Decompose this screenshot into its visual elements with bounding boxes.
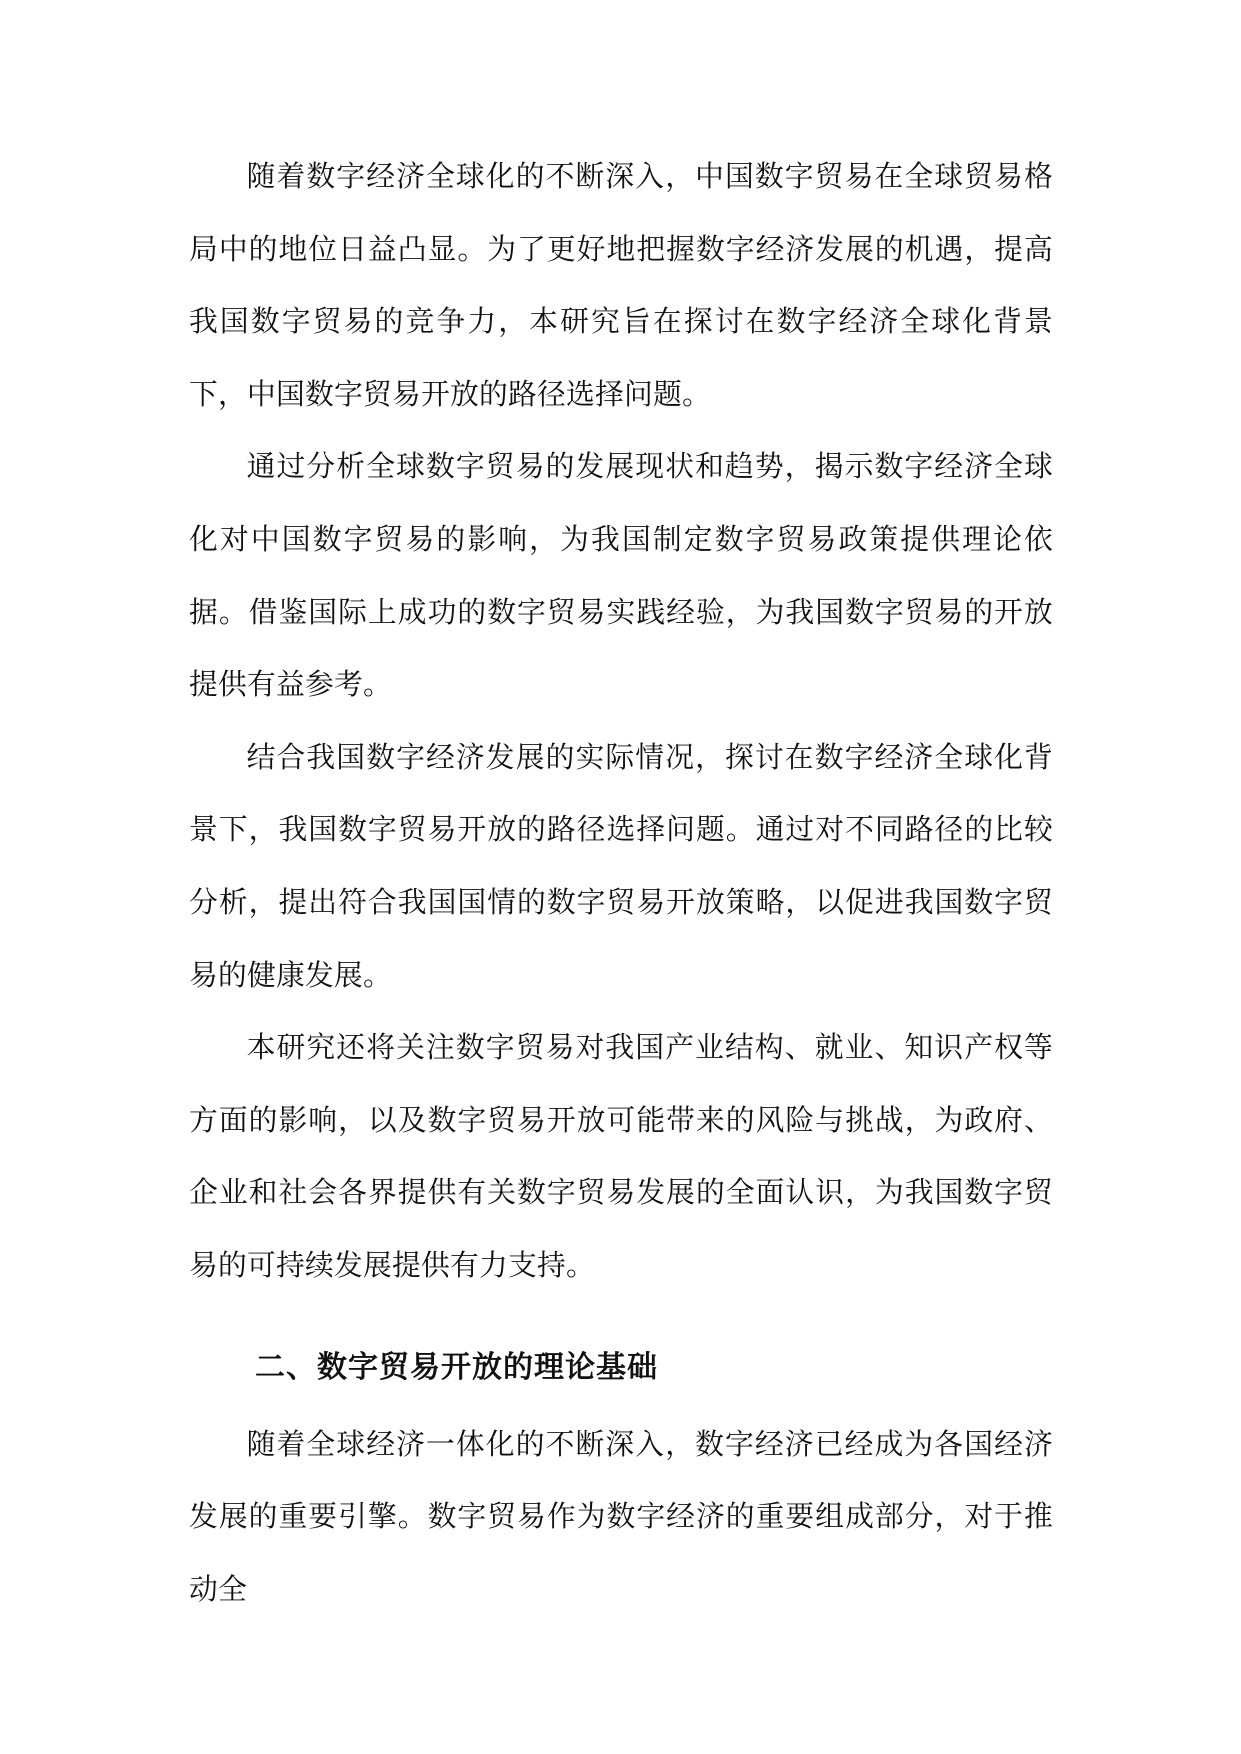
section-heading: 二、数字贸易开放的理论基础 — [255, 1349, 658, 1385]
document-page — [189, 140, 1053, 1625]
body-paragraph: 结合我国数字经济发展的实际情况，探讨在数字经济全球化背景下，我国数字贸易开放的路径选择问题。通过对不同路径的比较分析，提出符合我国国情的数字贸易开放策略，以促进我国数字贸易的健康发展。 — [189, 739, 1053, 992]
body-paragraph: 本研究还将关注数字贸易对我国产业结构、就业、知识产权等方面的影响，以及数字贸易开放可能带来的风险与挑战，为政府、企业和社会各界提供有关数字贸易发展的全面认识，为我国数字贸易的可持续发展提供有力支持。 — [189, 1030, 1053, 1282]
body-paragraph: 随着全球经济一体化的不断深入，数字经济已经成为各国经济发展的重要引擎。数字贸易作为数字经济的重要组成部分，对于推动全 — [189, 1426, 1053, 1606]
body-paragraph: 通过分析全球数字贸易的发展现状和趋势，揭示数字经济全球化对中国数字贸易的影响，为我国制定数字贸易政策提供理论依据。借鉴国际上成功的数字贸易实践经验，为我国数字贸易的开放提供有益参考。 — [189, 449, 1053, 702]
body-paragraph: 随着数字经济全球化的不断深入，中国数字贸易在全球贸易格局中的地位日益凸显。为了更好地把握数字经济发展的机遇，提高我国数字贸易的竞争力，本研究旨在探讨在数字经济全球化背景下，中国数字贸易开放的路径选择问题。 — [189, 159, 1053, 411]
